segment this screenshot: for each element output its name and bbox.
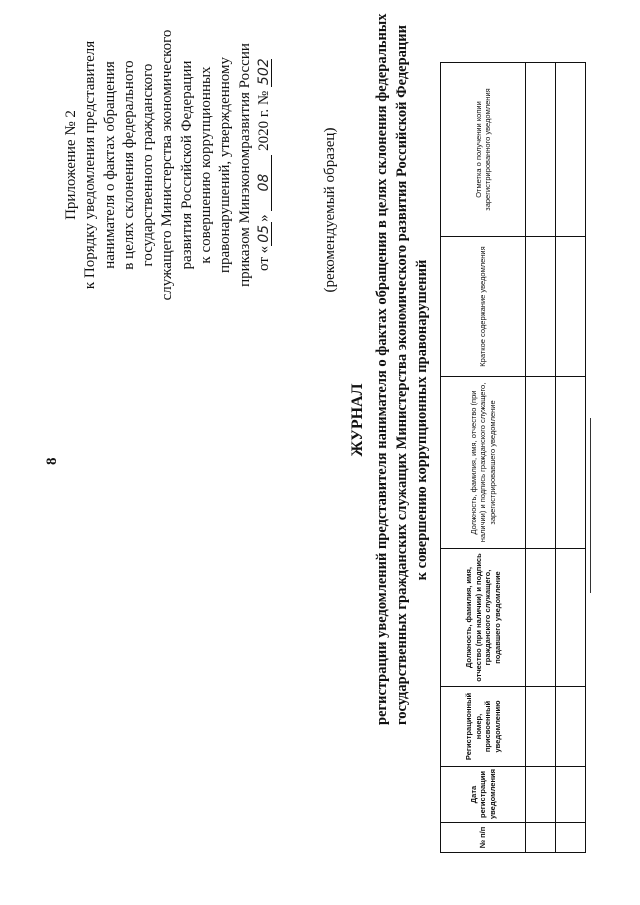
appendix-block [62, 15, 274, 315]
journal-subtitle-line: регистрации уведомлений представителя нанимателя о фактах обращения в целях склонения федеральных [374, 13, 390, 725]
table-cell [556, 63, 586, 237]
table-cell [526, 823, 556, 853]
table-cell [526, 687, 556, 767]
table-row [526, 63, 556, 853]
order-date-line [255, 15, 274, 315]
column-header-summary: Краткое содержание уведомления [441, 237, 526, 377]
order-year-text: 2020 г. № [255, 90, 272, 151]
column-header-registrar: Должность, фамилия, имя, отчество (при наличии) и подпись гражданского служащего, зарегистрировавшего уведомление [441, 377, 526, 549]
appendix-line: государственного гражданского [140, 63, 157, 267]
handwritten-day: 05 [257, 222, 272, 246]
table-cell [556, 549, 586, 687]
appendix-line: Приложение № 2 [63, 110, 79, 220]
appendix-line: развития Российской Федерации [178, 60, 195, 270]
table-cell [556, 767, 586, 823]
journal-heading: ЖУРНАЛ [349, 383, 366, 457]
journal-subtitle-line: государственных гражданских служащих Министерства экономического развития Российской Федерации [394, 25, 410, 725]
appendix-line: в целях склонения федерального [120, 60, 137, 270]
table-cell [556, 687, 586, 767]
column-header-date: Дата регистрации уведомления [441, 767, 526, 823]
table-cell [556, 823, 586, 853]
column-header-submitter: Должность, фамилия, имя, отчество (при наличии) и подпись гражданского служащего, подавшего уведомление [441, 549, 526, 687]
sample-label: (рекомендуемый образец) [322, 127, 338, 293]
appendix-line: приказом Минэкономразвития России [236, 43, 253, 287]
handwritten-month: 08 [257, 155, 272, 211]
journal-title [348, 13, 432, 725]
order-date-prefix: от « [255, 245, 272, 271]
table-cell [556, 377, 586, 549]
order-date-sep: » [255, 214, 272, 222]
table-cell [526, 237, 556, 377]
table-row [556, 63, 586, 853]
table-cell [556, 237, 586, 377]
handwritten-order-number: 502 [255, 58, 272, 86]
column-header-copy-received: Отметка о получении копии зарегистрированного уведомления [441, 63, 526, 237]
column-header-reg-number: Регистрационный номер, присвоенный уведомлению [441, 687, 526, 767]
table-cell [526, 767, 556, 823]
appendix-line: нанимателя о фактах обращения [101, 61, 118, 269]
table-cell [526, 63, 556, 237]
bottom-divider-line [590, 418, 591, 593]
table-cell [526, 377, 556, 549]
appendix-line: правонарушений, утвержденному [217, 56, 234, 274]
journal-table [440, 62, 586, 853]
appendix-line: к совершению коррупционных [198, 66, 215, 264]
column-header-number: № п/п [441, 823, 526, 853]
journal-subtitle-line: к совершению коррупционных правонарушений [414, 259, 430, 581]
table-header-row [441, 63, 526, 853]
page-number: 8 [44, 457, 60, 465]
appendix-line: служащего Министерства экономического [159, 29, 176, 301]
table-cell [526, 549, 556, 687]
appendix-line: к Порядку уведомления представителя [82, 40, 99, 290]
